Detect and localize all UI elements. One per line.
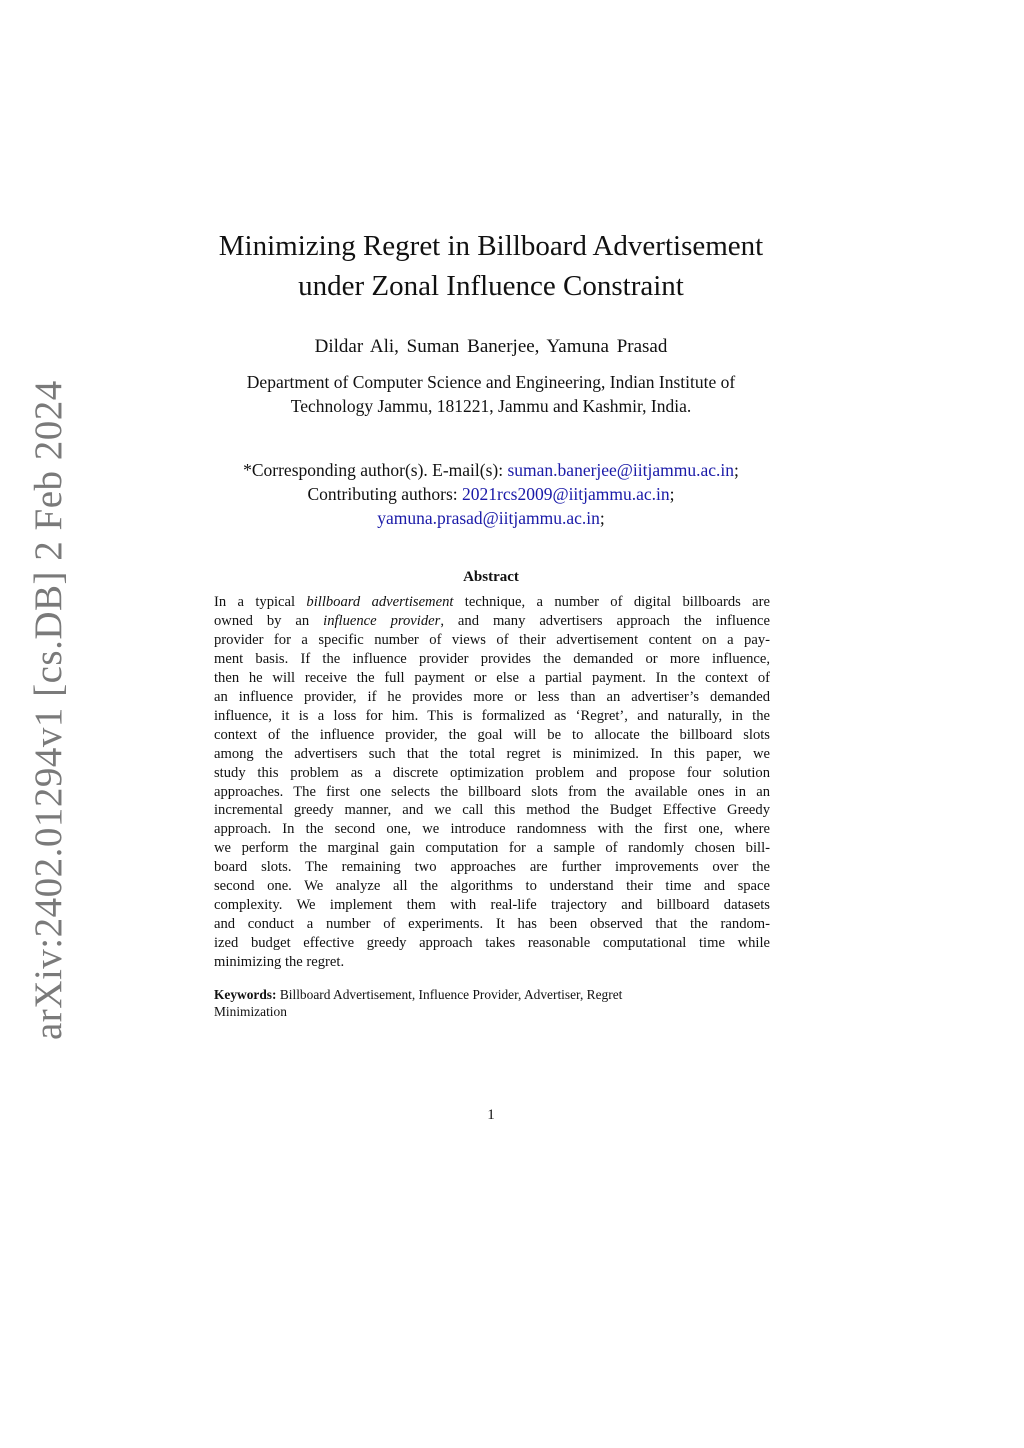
abstract-line: [214, 669, 770, 688]
corresponding-label: *Corresponding author(s). E-mail(s):: [243, 460, 508, 480]
affiliation-line-2: Technology Jammu, 181221, Jammu and Kashmir, India.: [290, 396, 692, 416]
abstract-text: influence, it is a loss for him. This is formalized as ‘Regret’, and naturally, in the: [214, 707, 770, 724]
separator: ;: [734, 460, 739, 480]
abstract-text: owned by an: [214, 612, 324, 629]
abstract-line: [214, 726, 770, 745]
abstract-heading: Abstract: [463, 569, 519, 585]
abstract-line: [214, 896, 770, 915]
abstract-line: [214, 650, 770, 669]
separator: ;: [599, 508, 605, 528]
abstract-line: [214, 631, 770, 650]
title-line-2: under Zonal Influence Constraint: [298, 270, 684, 302]
affiliation-line-1: Department of Computer Science and Engineering, Indian Institute of: [246, 372, 736, 392]
contact-info: [140, 458, 842, 530]
abstract-text: approach. In the second one, we introduce randomness with the first one, where: [214, 821, 770, 838]
keywords-label: Keywords:: [214, 987, 277, 1002]
abstract-text: incremental greedy manner, and we call this method the Budget Effective Greedy: [214, 802, 770, 819]
keywords-text-continued: Minimization: [214, 1004, 287, 1019]
abstract-line: [214, 877, 770, 896]
keywords-text: Billboard Advertisement, Influence Provider, Advertiser, Regret: [276, 987, 623, 1002]
abstract-text: an influence provider, if he provides more or less than an advertiser’s demanded: [214, 688, 770, 705]
abstract-text: minimizing the regret.: [214, 954, 345, 971]
abstract-line: [214, 839, 770, 858]
page-number: 1: [487, 1107, 495, 1123]
abstract-line: [214, 915, 770, 934]
arxiv-identifier-stamp: arXiv:2402.01294v1 [cs.DB] 2 Feb 2024: [27, 380, 70, 1040]
abstract-text: complexity. We implement them with real-life trajectory and billboard datasets: [214, 897, 770, 914]
title-line-1: Minimizing Regret in Billboard Advertisement: [218, 230, 764, 262]
author-list: Dildar Ali, Suman Banerjee, Yamuna Prasad: [314, 336, 668, 357]
abstract-body: [214, 593, 770, 972]
abstract-line: [214, 820, 770, 839]
separator: ;: [669, 484, 675, 504]
abstract-line: [214, 783, 770, 802]
abstract-text: and conduct a number of experiments. It has been observed that the random-: [214, 916, 770, 933]
abstract-line: [214, 801, 770, 820]
keywords-section: [214, 986, 770, 1020]
abstract-emphasis: billboard advertisement: [306, 594, 454, 610]
abstract-text: then he will receive the full payment or else a partial payment. In the context of: [214, 669, 770, 686]
contributing-email-link-2[interactable]: yamuna.prasad@iitjammu.ac.in: [377, 508, 600, 528]
abstract-text: second one. We analyze all the algorithms to understand their time and space: [214, 878, 770, 895]
abstract-line: [214, 858, 770, 877]
abstract-line: [214, 707, 770, 726]
contributing-label: Contributing authors:: [307, 484, 463, 504]
abstract-line: [214, 764, 770, 783]
abstract-text: technique, a number of digital billboards are: [453, 594, 771, 610]
paper-title: [140, 226, 842, 306]
abstract-text: ment basis. If the influence provider provides the demanded or more influence,: [214, 650, 770, 667]
abstract-text: among the advertisers such that the total regret is minimized. In this paper, we: [214, 745, 770, 762]
corresponding-author-line: [140, 458, 842, 482]
corresponding-email-link[interactable]: suman.banerjee@iitjammu.ac.in: [507, 460, 735, 480]
abstract-text: provider for a specific number of views of their advertisement content on a pay-: [214, 631, 770, 648]
abstract-line: [214, 934, 770, 953]
abstract-text: In a typical: [214, 594, 307, 610]
affiliation: [170, 370, 812, 418]
abstract-line: [214, 953, 770, 972]
contributing-email-link-1[interactable]: 2021rcs2009@iitjammu.ac.in: [462, 484, 670, 504]
abstract-line: [214, 593, 770, 612]
abstract-line: [214, 688, 770, 707]
abstract-emphasis: influence provider: [323, 612, 441, 629]
abstract-text: we perform the marginal gain computation for a sample of randomly chosen bill-: [214, 840, 770, 857]
abstract-line: [214, 612, 770, 631]
abstract-text: study this problem as a discrete optimization problem and propose four solution: [214, 764, 770, 781]
abstract-text: ized budget effective greedy approach takes reasonable computational time while: [214, 935, 770, 952]
abstract-line: [214, 745, 770, 764]
abstract-text: approaches. The first one selects the billboard slots from the available ones in an: [214, 783, 770, 800]
abstract-text: context of the influence provider, the goal will be to allocate the billboard slots: [214, 726, 770, 743]
abstract-text: board slots. The remaining two approaches are further improvements over the: [214, 859, 770, 876]
contributing-authors-line: [140, 482, 842, 506]
abstract-text: , and many advertisers approach the influence: [440, 612, 770, 629]
contributing-authors-line-2: [140, 506, 842, 530]
